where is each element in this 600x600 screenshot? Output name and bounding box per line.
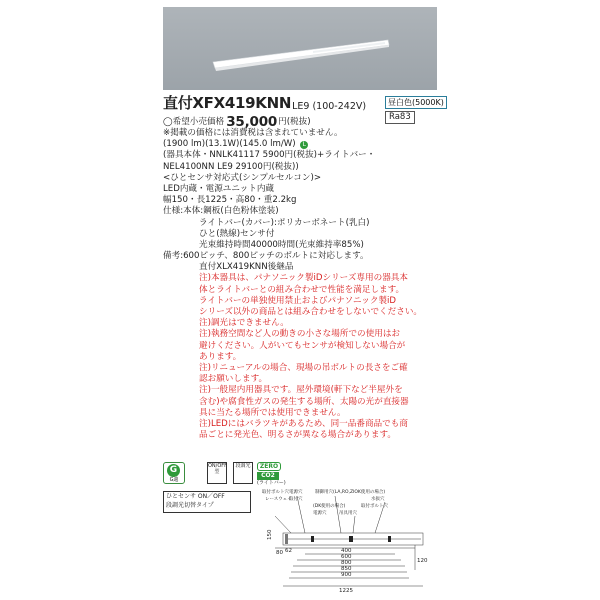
composition-line-1: (器具本体・NNLK41117 5900円(税抜)+ライトバー・: [163, 150, 376, 161]
label-bolt-hole: 取付ボルト穴: [262, 490, 289, 495]
model-suffix: LE9: [292, 101, 310, 112]
dimensions-line: 幅150・長1225・高80・重2.2kg: [163, 195, 297, 206]
performance-text: (1900 lm)(13.1W)(145.0 lm/W): [163, 139, 296, 150]
tax-note: ※掲載の価格には消費税は含まれていません。: [163, 128, 343, 138]
onoff-icon: ON/OFF型: [207, 462, 227, 484]
type-line: <ひとセンサ対応式(シンプルセルコン)>: [163, 172, 322, 183]
note-line: 注)執務空間など人の動きの小さな場所での使用はお: [199, 329, 401, 340]
spec-cover-line: ライトバー(カバー):ポリカーボネート(乳白): [199, 217, 370, 228]
dim-900: 900: [341, 572, 352, 578]
note-line: 具に当たる場所では使用できません。: [199, 407, 346, 418]
label-mount-hole: 取付穴: [289, 497, 303, 502]
label-water-hole: 水抜穴: [371, 497, 385, 502]
composition-line-2: NEL4100NN LE9 29100円(税抜)): [163, 161, 299, 172]
note-line: 認お願いします。: [199, 374, 268, 385]
dim-400: 400: [341, 548, 352, 554]
co2-label: CO2: [257, 472, 279, 480]
dim-height: 80: [276, 550, 283, 556]
dim-800: 800: [341, 560, 352, 566]
label-hanger-hole: 吊具用穴: [339, 511, 357, 516]
dim-120: 120: [417, 558, 428, 564]
note-line: ライトバーの単独使用禁止およびパナソニック製iD: [199, 295, 397, 306]
ra-badge: Ra83: [385, 111, 415, 124]
note-line: 注)調光はできません。: [199, 318, 289, 329]
note-line: シリーズ以外の商品とは組み合わせをしないでください。: [199, 307, 423, 317]
step-dimming-icon: 段調光: [233, 462, 253, 484]
price-value: 35,000: [226, 113, 278, 130]
label-power-hole: 電源穴: [289, 490, 303, 495]
dimension-diagram: [245, 486, 445, 598]
price-label: ◯希望小売価格: [163, 116, 225, 127]
dim-850: 850: [341, 566, 352, 572]
note-line: 注)リニューアルの場合、現場の吊ボルトの長さをご確: [199, 362, 408, 373]
spec-sensor-line: ひと(熱線)センサ付: [199, 228, 275, 239]
label-race-way: レースウェイ: [265, 497, 292, 502]
price-unit: 円(税抜): [278, 116, 311, 127]
note-line: 体とライトバーとの組み合わせで性能を満足します。: [199, 284, 405, 295]
notes-block: [163, 273, 433, 441]
label-dk-note: (DK使用の場合): [313, 504, 346, 509]
note-line: 含む)や腐食性ガスの発生する場所、太陽の光が直接器: [199, 396, 409, 407]
dim-width: 150: [267, 529, 273, 540]
zero-label: ZERO: [257, 462, 281, 471]
successor-line: 直付XLX419KNN後継品: [199, 262, 294, 273]
label-power-hole-2: 電源穴: [313, 511, 327, 516]
spec-body-line: 仕様:本体:鋼板(白色粉体塗装): [163, 206, 279, 217]
g-label: G: [167, 464, 180, 477]
note-line: 注)本器具は、パナソニック製iDシリーズ専用の器具本: [199, 273, 408, 284]
price-line: [163, 114, 433, 128]
zero-co2-icon: [257, 462, 287, 484]
g-rank-icon: [163, 462, 185, 484]
eco-l-icon: L: [300, 141, 308, 149]
zero-sub-label: (ライトバー): [257, 480, 286, 486]
model-number: 直付XFX419KNN: [163, 94, 292, 112]
voltage-label: (100-242V): [312, 101, 367, 112]
label-mount-bolt-hole: 取付ボルト穴: [361, 504, 388, 509]
spec-text-block: [163, 114, 433, 441]
dim-600: 600: [341, 554, 352, 560]
sensor-line-1: ひとセンサ ON／OFF: [166, 493, 225, 500]
note-line: あります。: [199, 351, 242, 362]
note-line: 注)LEDにはバラツキがあるため、同一品番商品でも商: [199, 418, 408, 429]
sensor-line-2: 段調光切替タイプ: [166, 502, 214, 509]
label-control-hole: 制御用穴(LA,RO,ZIOK使用の場合): [315, 490, 386, 495]
dim-62: 62: [285, 548, 292, 554]
note-line: 品ごとに発光色、明るさが異なる場合があります。: [199, 430, 396, 441]
sensor-type-box: [163, 491, 251, 513]
product-photo: [163, 7, 437, 90]
color-temperature-badge: 昼白色(5000K): [385, 96, 447, 109]
led-line: LED内蔵・電源ユニット内蔵: [163, 183, 275, 194]
remarks-line: 備考:600ピッチ、800ピッチのボルトに対応します。: [163, 251, 369, 262]
note-line: 避けください。人がいてもセンサが検知しない場合が: [199, 340, 406, 351]
note-line: 注)一般屋内用器具です。屋外環境(軒下など半屋外を: [199, 385, 403, 396]
dim-1225: 1225: [339, 588, 353, 594]
g-sub-label: G適: [169, 477, 179, 483]
spec-life-line: 光束維持時間40000時間(光束維持率85%): [199, 239, 364, 250]
performance-line: [163, 139, 433, 150]
